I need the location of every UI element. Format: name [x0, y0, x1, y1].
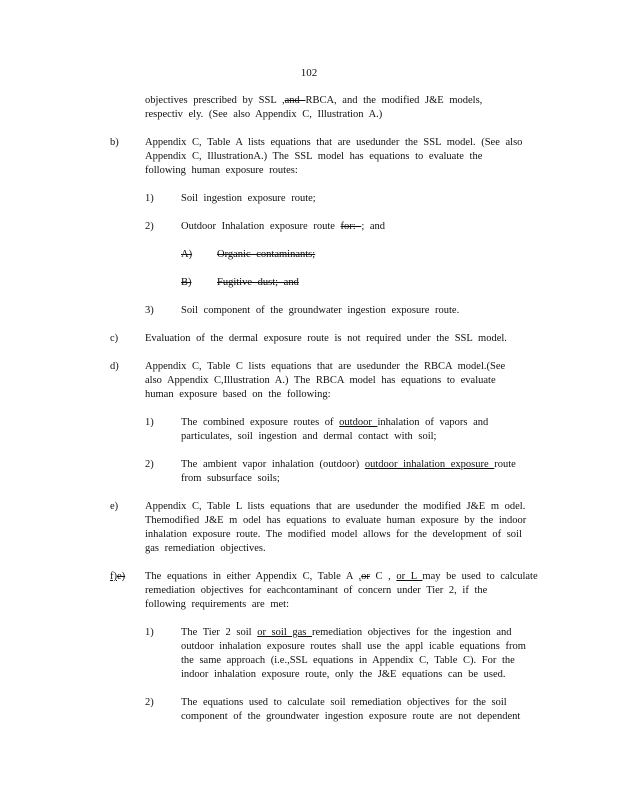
item-label-e: e): [110, 501, 119, 512]
subitem-text-part: route: [494, 459, 516, 470]
paragraph-b-line: Appendix C, IllustrationA.) The SSL model has equations to evaluate the: [145, 151, 483, 162]
subitem-text: outdoor inhalation exposure routes shall use the appl icable equations from: [181, 641, 526, 652]
subitem-text: Soil component of the groundwater ingestion exposure route.: [181, 305, 460, 316]
subitem-label: 2): [145, 221, 154, 232]
paragraph-e-line: inhalation exposure route. The modified model allows for the development of soil: [145, 529, 522, 540]
subitem-text: [181, 416, 488, 430]
inserted-text: or soil gas: [257, 627, 312, 638]
paragraph-e-line: gas remediation objectives.: [145, 543, 266, 554]
struck-subitem-label: A): [181, 249, 193, 260]
inserted-text: or L: [396, 571, 423, 582]
subitem-text-part: The Tier 2 soil: [181, 627, 258, 638]
paragraph-e-line: Appendix C, Table L lists equations that are usedunder the modified J&E m odel.: [145, 501, 526, 512]
subitem-text-part: Outdoor Inhalation exposure route: [181, 221, 341, 232]
paragraph-text-part: The equations in either Appendix C, Table A: [145, 571, 359, 582]
paragraph-d-line: human exposure based on the following:: [145, 389, 331, 400]
subitem-text: [181, 626, 512, 640]
subitem-label: 2): [145, 459, 154, 470]
page-number: 102: [300, 67, 318, 79]
subitem-text-part: inhalation of vapors and: [377, 417, 489, 428]
subitem-label: 1): [145, 417, 154, 428]
subitem-label: 1): [145, 193, 154, 204]
paragraph-c: Evaluation of the dermal exposure route is not required under the SSL model.: [145, 333, 507, 344]
inserted-label: f): [110, 571, 117, 582]
paragraph-d-line: Appendix C, Table C lists equations that are usedunder the RBCA model.(See: [145, 361, 506, 372]
paragraph-e-line: Themodified J&E m odel has equations to evaluate human exposure by the indoor: [145, 515, 527, 526]
subitem-text: Soil ingestion exposure route;: [181, 193, 316, 204]
item-label-c: c): [110, 333, 119, 344]
subitem-text: the same approach (i.e.,SSL equations in Appendix C, Table C). For the: [181, 655, 515, 666]
subitem-label: 3): [145, 305, 154, 316]
subitem-text-part: ; and: [361, 221, 386, 232]
subitem-text-part: remediation objectives for the ingestion and: [311, 627, 512, 638]
struck-subitem-text: Fugitive dust; and: [217, 277, 299, 288]
item-label-b: b): [110, 137, 119, 148]
struck-text: and: [284, 95, 306, 106]
paragraph-text-part: may be used to calculate: [422, 571, 538, 582]
continuation-text: objectives prescribed by SSL ,: [145, 95, 285, 106]
paragraph-text-part: C ,: [369, 571, 397, 582]
subitem-text-part: The combined exposure routes of: [181, 417, 340, 428]
paragraph-f-line: remediation objectives for eachcontaminant of concern under Tier 2, if the: [145, 585, 488, 596]
item-label-d: d): [110, 361, 119, 372]
subitem-text: indoor inhalation exposure route, only the J&E equations can be used.: [181, 669, 506, 680]
continuation-line-2: respectiv ely. (See also Appendix C, Illustration A.): [145, 109, 383, 120]
subitem-text: from subsurface soils;: [181, 473, 280, 484]
struck-subitem-text: Organic contaminants;: [217, 249, 316, 260]
struck-subitem-label: B): [181, 277, 192, 288]
paragraph-f-line: following requirements are met:: [145, 599, 289, 610]
struck-label: e): [117, 571, 126, 582]
continuation-text: RBCA, and the modified J&E models,: [305, 95, 483, 106]
subitem-text: The equations used to calculate soil remediation objectives for the soil: [181, 697, 507, 708]
subitem-label: 1): [145, 627, 154, 638]
struck-text: or: [361, 571, 370, 582]
subitem-label: 2): [145, 697, 154, 708]
continuation-line-1: [145, 94, 482, 108]
paragraph-f-line: [145, 570, 538, 584]
subitem-text: particulates, soil ingestion and dermal contact with soil;: [181, 431, 437, 442]
subitem-text: component of the groundwater ingestion exposure route are not dependent: [181, 711, 521, 722]
subitem-text: [181, 458, 516, 472]
struck-text: for:: [340, 221, 362, 232]
subitem-text: [181, 220, 385, 234]
paragraph-d-line: also Appendix C,Illustration A.) The RBCA model has equations to evaluate: [145, 375, 496, 386]
inserted-text: outdoor inhalation exposure: [364, 459, 495, 470]
subitem-text-part: The ambient vapor inhalation (outdoor): [181, 459, 365, 470]
paragraph-b-line: Appendix C, Table A lists equations that are usedunder the SSL model. (See also: [145, 137, 523, 148]
inserted-text: ,: [358, 571, 362, 582]
item-label-f: [110, 570, 125, 584]
inserted-text: outdoor: [339, 417, 378, 428]
paragraph-b-line: following human exposure routes:: [145, 165, 298, 176]
